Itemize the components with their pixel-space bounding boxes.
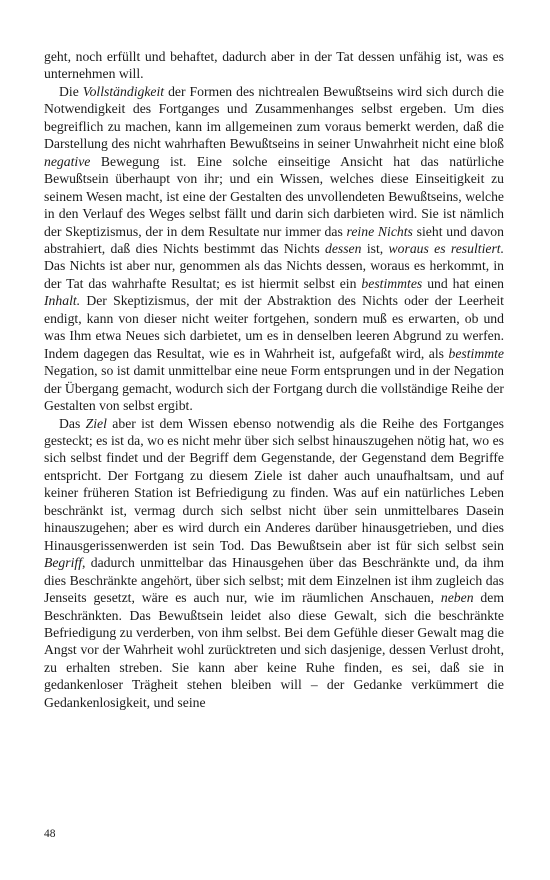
page-number: 48 — [44, 828, 56, 840]
italic-text-run: Begriff — [44, 555, 83, 571]
text-run: der Formen des nichtrealen Bewußtseins wird sich durch die Notwendigkeit des Fortganges und Zusammenhanges selbst ergeben. Um dies begreiflich zu machen, kann im allgemeinen zum voraus bemerkt werden, daß die Darstellung des nicht wahrhaften Bewußtseins in seiner Unwahrheit nicht eine bloß — [44, 83, 504, 152]
italic-text-run: Vollständigkeit — [82, 83, 165, 99]
italic-text-run: bestimmtes — [361, 275, 423, 291]
text-run: ist, — [361, 240, 389, 256]
italic-text-run: bestimmte — [448, 345, 504, 361]
text-run: Negation, so ist damit unmittelbar eine neue Form entsprungen und in der Negation der Übergang gemacht, wodurch sich der Fortgang durch die vollständige Reihe der Gestalten von selbst ergibt. — [44, 363, 504, 414]
text-run: Der Skeptizismus, der mit der Abstraktion des Nichts oder der Leerheit endigt, kann von dieser nicht weiter fortgehen, sondern muß es erwarten, ob und was Ihm etwa Neues sich darbietet, um es in denselben leeren Abgrund zu werfen. Indem dagegen das Resultat, wie es in Wahrheit ist, aufgefaßt wird, als — [44, 293, 504, 361]
paragraph-2 — [44, 83, 504, 415]
italic-text-run: reine Nichts — [346, 223, 413, 239]
paragraph-3 — [44, 415, 504, 712]
text-run: aber ist dem Wissen ebenso notwendig als die Reihe des Fortganges gesteckt; es ist da, wo es nicht mehr über sich selbst hinauszugehen nötig hat, wo es sich selbst findet und der Begriff dem Gegenstande, der Gegenstand dem Begriffe entspricht. Der Fortgang zu diesem Ziele ist daher auch unaufhaltsam, und auf keiner früheren Station ist Befriedigung zu finden. Was auf ein natürliches Leben beschränkt ist, vermag durch sich selbst nicht über sein unmittelbares Dasein hinauszugehen; aber es wird durch ein Anderes darüber hinausgetrieben, und dies Hinausgerissenwerden ist sein Tod. Das Bewußtsein aber ist für sich selbst sein — [44, 415, 504, 553]
body-text — [44, 48, 504, 711]
text-run: und hat einen — [422, 275, 504, 291]
text-run: , dadurch unmittelbar das Hinausgehen über das Beschränkte und, da ihm dies Beschränkte angehört, über sich selbst; mit dem Einzelnen ist ihm zugleich das Jenseits gesetzt, wäre es auch nur, wie im räumlichen Anschauen, — [44, 555, 504, 606]
text-run: Die — [59, 83, 83, 99]
text-run: Das Nichts ist aber nur, genommen als das Nichts dessen, woraus es herkommt, in der Tat das wahrhafte Resultat; es ist hiermit selbst ein — [44, 258, 504, 291]
paragraph-1 — [44, 48, 504, 83]
italic-text-run: dessen — [324, 240, 362, 256]
italic-text-run: negative — [44, 153, 91, 169]
italic-text-run: woraus es resultiert. — [388, 240, 504, 256]
text-run: dem Beschränkten. Das Bewußtsein leidet also diese Gewalt, sich die beschränkte Befriedigung zu verderben, von ihm selbst. Bei dem Gefühle dieser Gewalt mag die Angst vor der Wahrheit wohl zurücktreten und sich dasjenige, dessen Verlust droht, zu erhalten streben. Sie kann aber keine Ruhe finden, es sei, daß sie in gedankenloser Trägheit stehen bleiben will – der Gedanke verkümmert die Gedankenlosigkeit, und seine — [44, 590, 504, 710]
text-run: sieht und davon abstrahiert, daß dies Nichts bestimmt das Nichts — [44, 223, 504, 256]
text-run: Bewegung ist. Eine solche einseitige Ansicht hat das natürliche Bewußtsein überhaupt von ihr; und ein Wissen, welches diese Einseitigkeit zu seinem Wesen macht, ist eine der Gestalten des unvollendeten Bewußtseins, welche in den Verlauf des Weges selbst fällt und darin sich darbieten wird. Sie ist nämlich der Skeptizismus, der in dem Resultate nur immer das — [44, 153, 504, 239]
italic-text-run: Inhalt. — [44, 293, 81, 309]
text-run: geht, noch erfüllt und behaftet, dadurch aber in der Tat dessen unfähig ist, was es unternehmen will. — [44, 49, 504, 82]
text-run: Das — [59, 415, 86, 431]
italic-text-run: Ziel — [85, 415, 107, 431]
italic-text-run: neben — [440, 590, 474, 606]
